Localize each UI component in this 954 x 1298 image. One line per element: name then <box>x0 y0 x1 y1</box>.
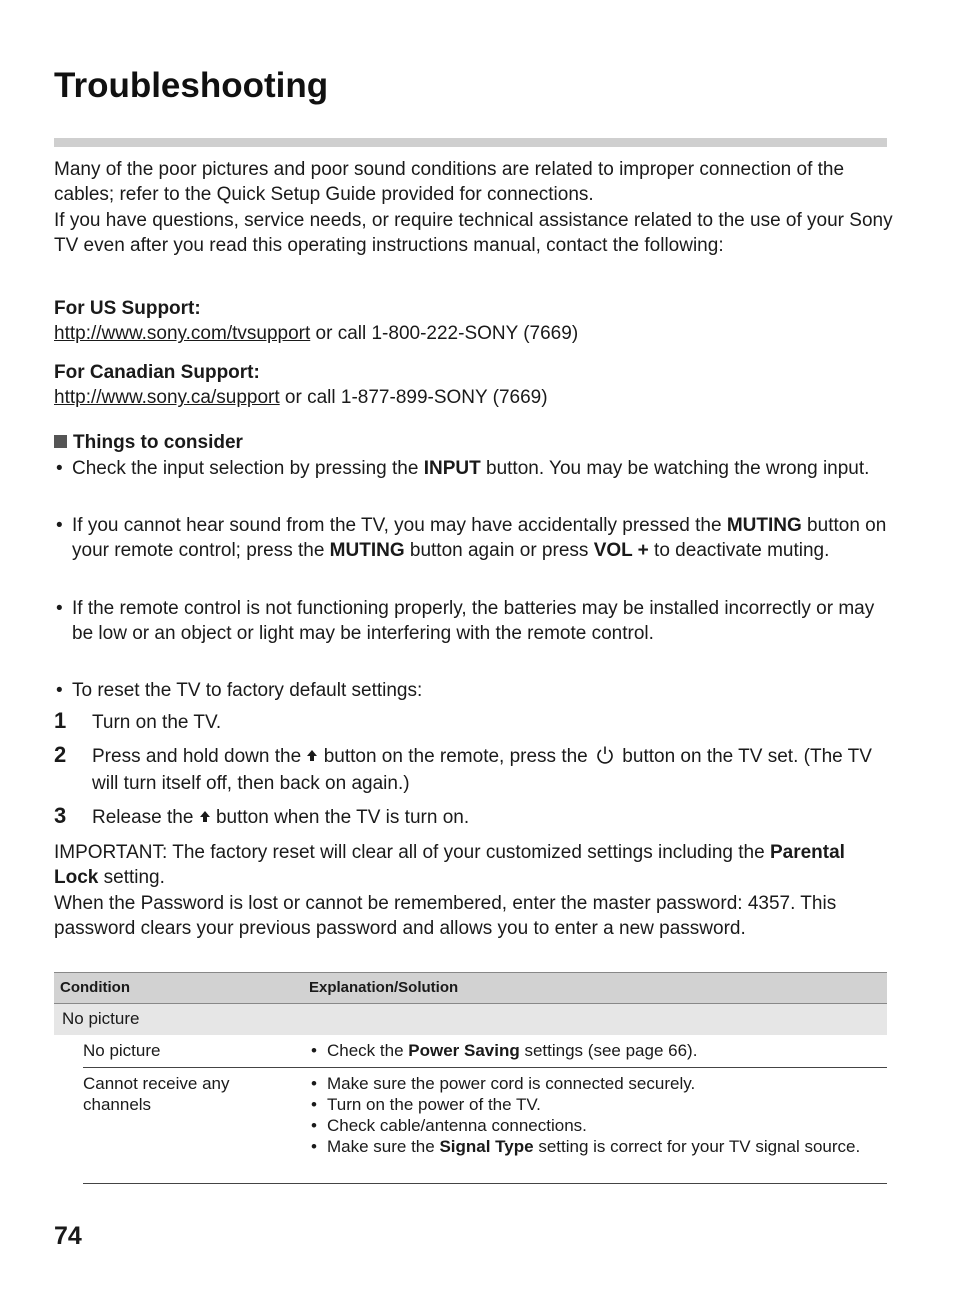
ca-support-phone: or call 1-877-899-SONY (7669) <box>279 387 548 409</box>
ca-support-link[interactable]: http://www.sony.ca/support <box>54 387 280 409</box>
bullet-icon: • <box>56 515 63 536</box>
bullet-icon: • <box>56 598 63 619</box>
list-item: • Make sure the Signal Type setting is correct for your TV signal source. <box>311 1137 861 1156</box>
step-number: 2 <box>54 742 67 767</box>
page-title: Troubleshooting <box>54 66 329 105</box>
power-icon <box>595 745 615 765</box>
title-rule <box>54 138 887 147</box>
list-item: • If you cannot hear sound from the TV, you may have accidentally pressed the MUTING button on your remote control; press the MUTING button again or press VOL + to deactivate muting. <box>56 515 887 562</box>
us-support-link[interactable]: http://www.sony.com/tvsupport <box>54 323 311 345</box>
column-header-condition: Condition <box>60 979 130 996</box>
up-arrow-icon <box>199 810 211 824</box>
us-support-heading: For US Support: <box>54 298 201 319</box>
list-item: • Check the Power Saving settings (see page 66). <box>311 1041 698 1060</box>
list-item: • If the remote control is not functioning properly, the batteries may be installed incorrectly or may be low or an object or light may be interfering with the remote control. <box>56 598 875 645</box>
step-number: 1 <box>54 708 67 733</box>
list-item: • Turn on the power of the TV. <box>311 1095 541 1114</box>
solution-cell <box>309 1035 887 1061</box>
step-2: 2 Press and hold down the button on the remote, press the button on the TV set. (The TV will turn itself off, then back on again.) <box>54 742 872 794</box>
condition-cell: Cannot receive any channels <box>83 1074 230 1114</box>
list-item: • Check the input selection by pressing the INPUT button. You may be watching the wrong input. <box>54 456 894 481</box>
list-item: • Make sure the power cord is connected securely. <box>311 1074 696 1093</box>
table-row <box>83 1068 887 1184</box>
list-item: • To reset the TV to factory default settings: <box>54 678 894 703</box>
us-support <box>54 296 894 347</box>
table-row <box>83 1035 887 1068</box>
intro-paragraph: Many of the poor pictures and poor sound conditions are related to improper connection of the cables; refer to the Quick Setup Guide provided for connections. <box>54 159 845 206</box>
step-1: 1 Turn on the TV. <box>54 708 222 733</box>
bullet-icon: • <box>56 458 63 479</box>
step-number: 3 <box>54 803 67 828</box>
solution-cell <box>309 1068 887 1157</box>
ca-support-heading: For Canadian Support: <box>54 362 260 383</box>
intro-paragraph: If you have questions, service needs, or require technical assistance related to the use of your Sony TV even after you read this operating instructions manual, contact the following: <box>54 209 893 257</box>
step-3: 3 Release the button when the TV is turn on. <box>54 803 470 828</box>
ca-support <box>54 360 894 411</box>
intro <box>54 157 894 259</box>
square-icon <box>54 435 67 448</box>
troubleshooting-table <box>54 972 887 1184</box>
up-arrow-icon <box>306 749 318 763</box>
table-header <box>54 972 887 1004</box>
important-note: IMPORTANT: The factory reset will clear all of your customized settings including the Parental Lock setting. When the Password is lost or cannot be remembered, enter the master password: 4357. This password clears your previous password and allows you to enter a new password. <box>54 842 845 940</box>
page-number: 74 <box>54 1222 82 1250</box>
bullet-icon: • <box>56 680 63 701</box>
column-header-solution: Explanation/Solution <box>309 979 459 996</box>
condition-cell: No picture <box>83 1041 161 1060</box>
things-heading: Things to consider <box>54 430 894 455</box>
us-support-phone: or call 1-800-222-SONY (7669) <box>310 323 579 345</box>
list-item: • Check cable/antenna connections. <box>311 1116 587 1135</box>
table-group-row: No picture <box>54 1004 887 1035</box>
